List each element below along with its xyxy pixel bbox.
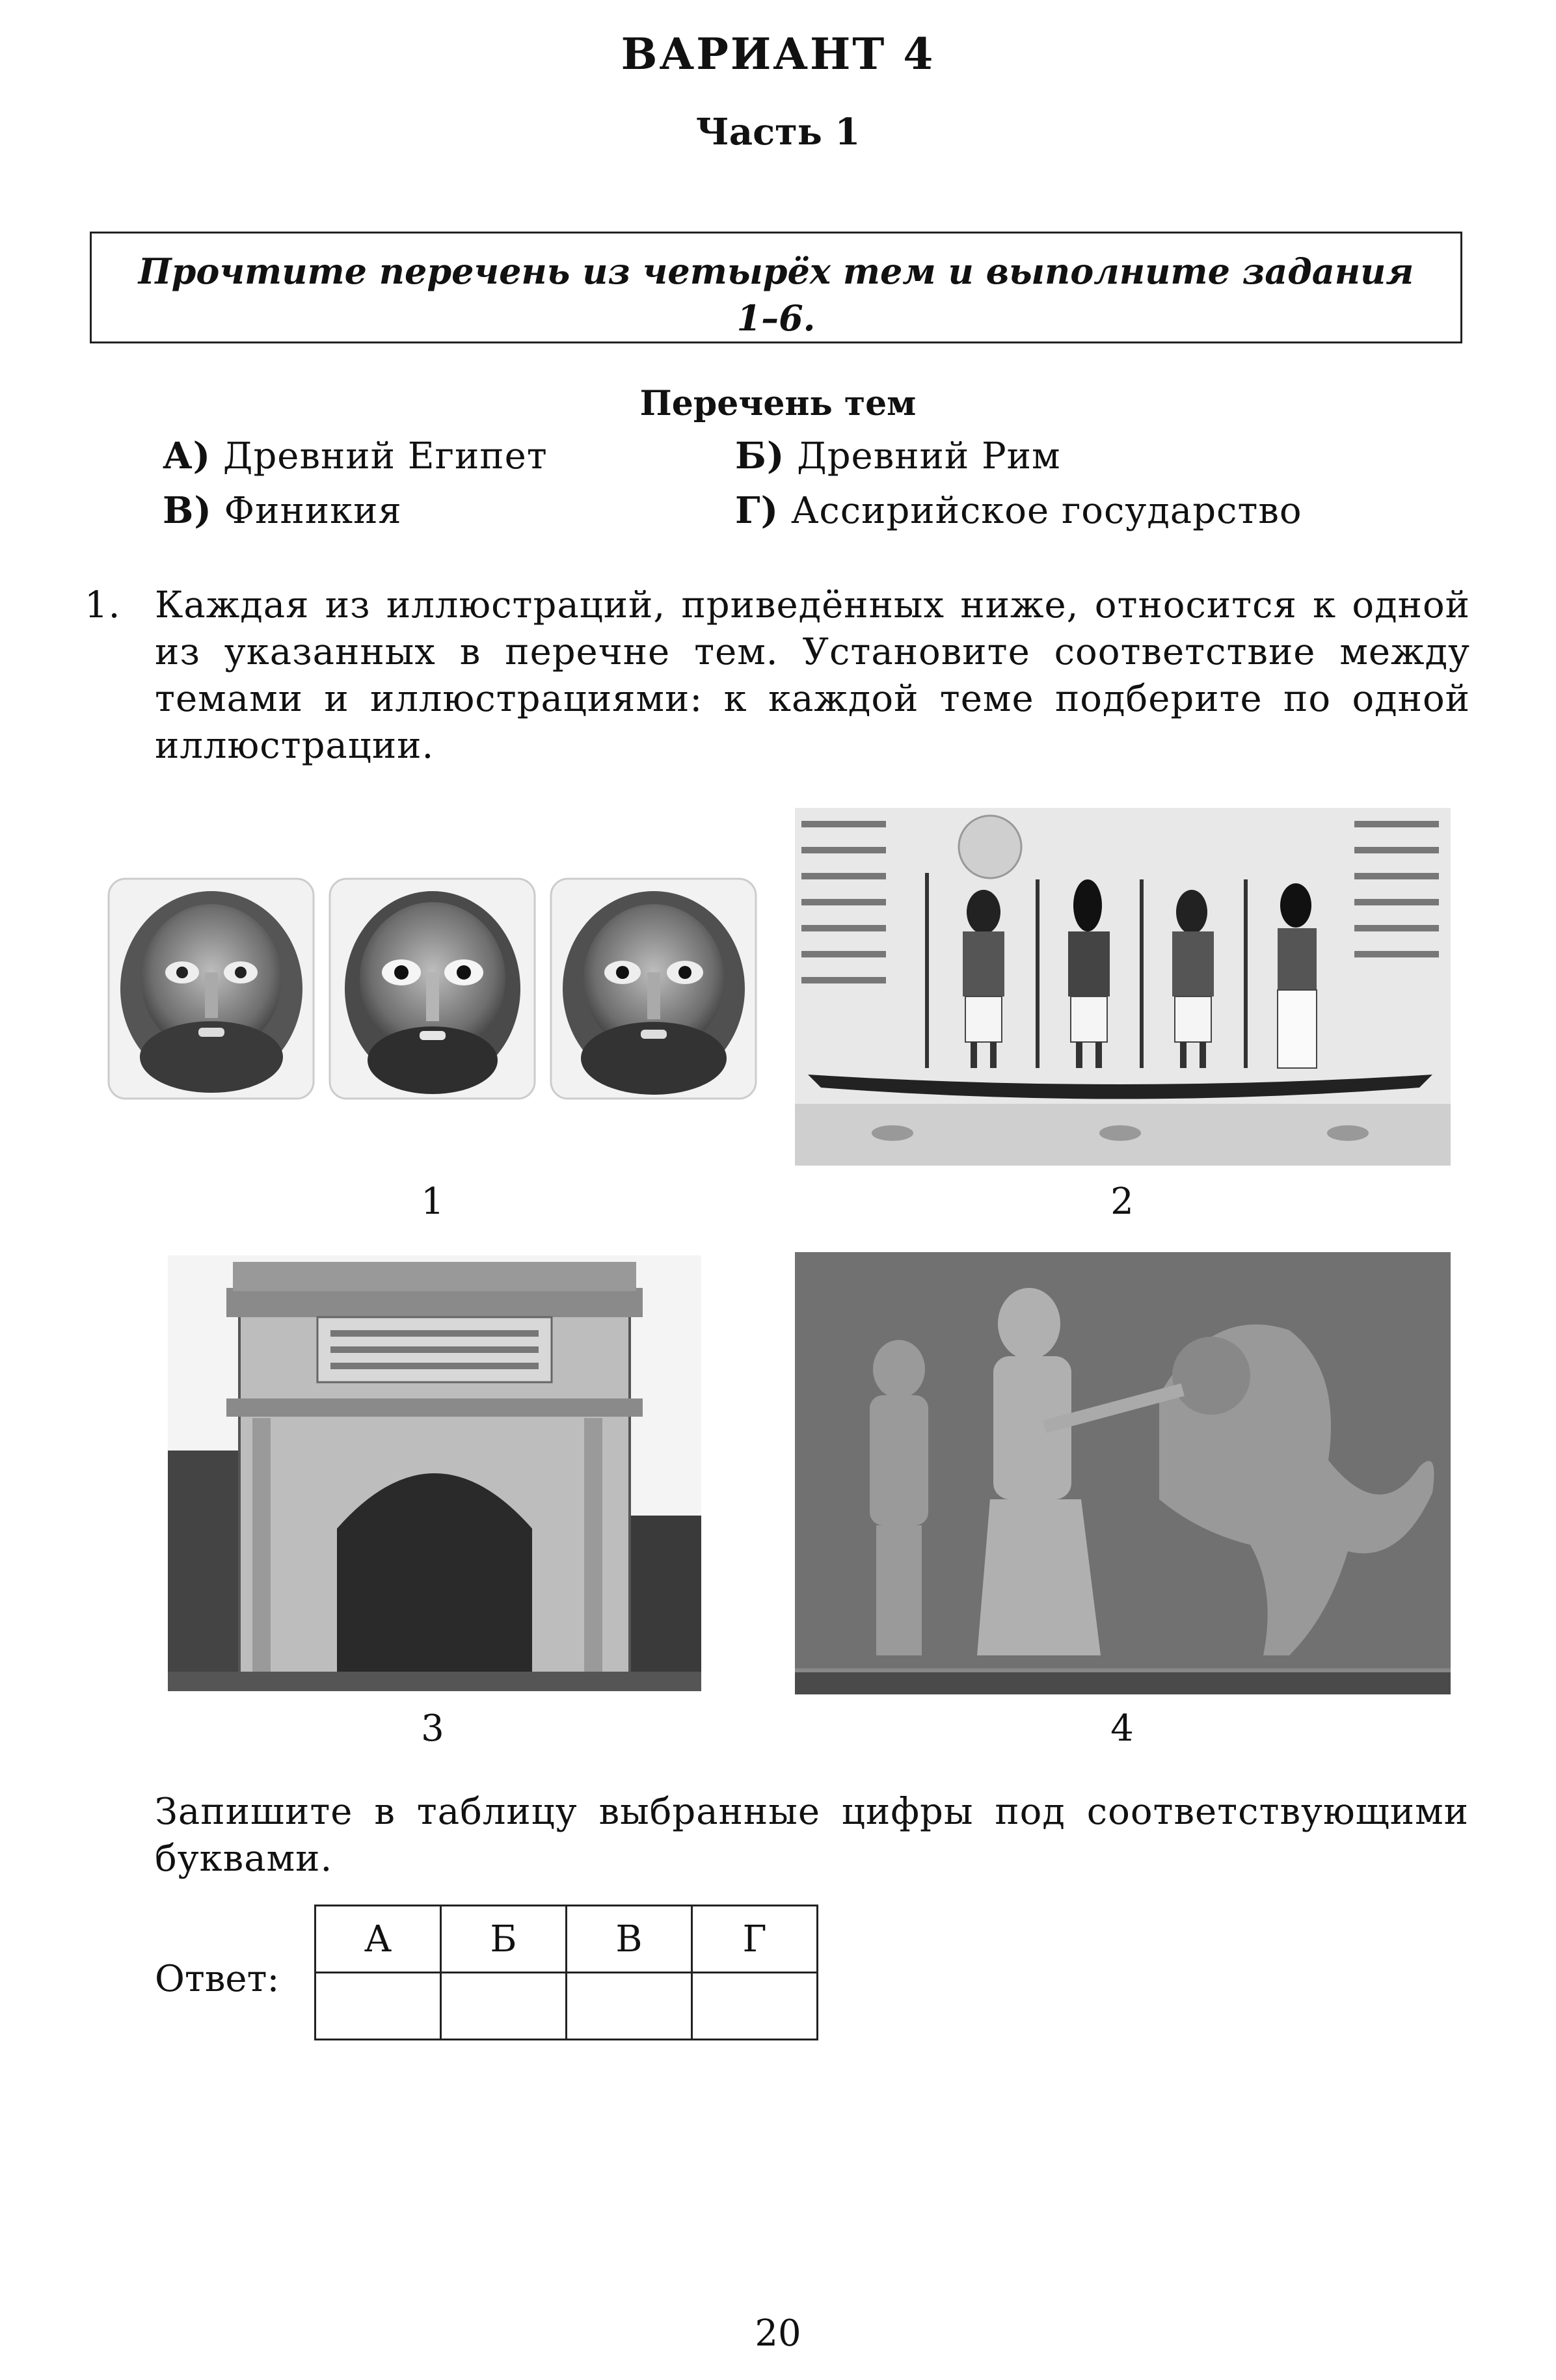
write-instruction: Запишите в таблицу выбранные цифры под соответствующими буквами. bbox=[155, 1791, 1469, 1880]
topic-letter: Б) bbox=[735, 435, 785, 477]
figure-caption: 2 bbox=[1110, 1181, 1134, 1223]
topic-a bbox=[163, 435, 548, 477]
instruction-box bbox=[90, 232, 1462, 343]
topic-text: Древний Египет bbox=[222, 435, 548, 477]
figure-1-masks bbox=[107, 875, 758, 1103]
answer-table bbox=[314, 1905, 818, 2040]
topic-letter: В) bbox=[163, 489, 212, 532]
topic-letter: Г) bbox=[735, 489, 779, 532]
answer-column-g: Г bbox=[692, 1906, 818, 1973]
task-text: Каждая из иллюстраций, приведённых ниже, относится к одной из указанных в перечне тем. Установите соответствие между темами и иллюстрациями: к каждой теме подберите по одной иллюстрации. bbox=[155, 584, 1470, 767]
answer-cell-v[interactable] bbox=[567, 1973, 692, 2040]
task-number: 1. bbox=[85, 584, 121, 626]
answer-input-row bbox=[315, 1973, 818, 2040]
figure-caption: 4 bbox=[1110, 1707, 1134, 1750]
answer-header-row bbox=[315, 1906, 818, 1973]
topics-title: Перечень тем bbox=[639, 384, 917, 423]
answer-column-b: Б bbox=[441, 1906, 567, 1973]
topic-text: Древний Рим bbox=[797, 435, 1061, 477]
topic-v bbox=[163, 489, 402, 532]
answer-cell-b[interactable] bbox=[441, 1973, 567, 2040]
figure-2-egyptian-gods bbox=[795, 808, 1451, 1166]
task-1 bbox=[85, 582, 1470, 769]
variant-title: ВАРИАНТ 4 bbox=[621, 29, 935, 79]
figure-3-triumphal-arch bbox=[168, 1255, 701, 1691]
figure-caption: 3 bbox=[421, 1707, 444, 1750]
answer-column-a: А bbox=[315, 1906, 441, 1973]
answer-column-v: В bbox=[567, 1906, 692, 1973]
part-title: Часть 1 bbox=[695, 111, 861, 154]
answer-cell-g[interactable] bbox=[692, 1973, 818, 2040]
figure-caption: 1 bbox=[421, 1181, 444, 1223]
topic-b bbox=[735, 435, 1061, 477]
instruction-text: Прочтите перечень из четырёх тем и выполните задания 1–6. bbox=[138, 250, 1414, 339]
topic-letter: А) bbox=[163, 435, 211, 477]
answer-label: Ответ: bbox=[155, 1958, 280, 2000]
topic-g bbox=[735, 489, 1302, 532]
page-number: 20 bbox=[755, 2312, 801, 2355]
figure-4-assyrian-relief bbox=[795, 1252, 1451, 1694]
answer-cell-a[interactable] bbox=[315, 1973, 441, 2040]
topic-text: Ассирийское государство bbox=[790, 490, 1302, 532]
topic-text: Финикия bbox=[224, 490, 402, 532]
